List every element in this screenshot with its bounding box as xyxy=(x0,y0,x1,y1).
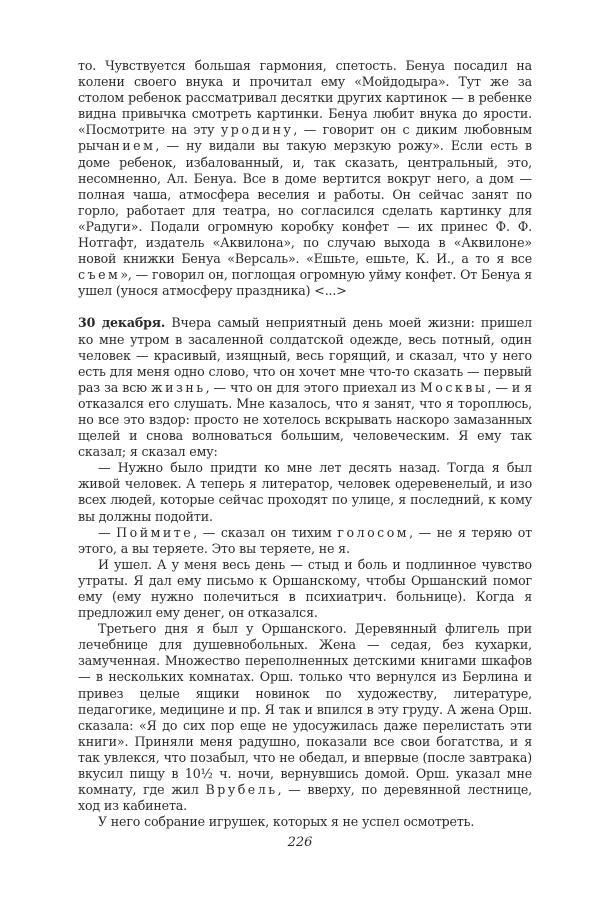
paragraph-text: У него собрание игрушек, которых я не успел осмотреть. xyxy=(98,814,475,830)
paragraph-text: , — вверху, по деревянной лестнице, ход из кабинета. xyxy=(78,782,533,814)
entry-date: 30 декабря. xyxy=(78,315,166,331)
emphasized-word: нием xyxy=(111,138,156,154)
paragraph-text: И ушел. А у меня весь день — стыд и боль и подлинное чувство утраты. Я дал ему письмо к Оршанскому, чтобы Оршанский помог ему (ему нужно полечиться в психиатрич. больнице). Когда я предложил ему денег, он отказался. xyxy=(78,556,532,621)
paragraph-benois-visit xyxy=(78,58,532,299)
emphasized-word: Поймите xyxy=(116,524,194,540)
dialogue-paragraph xyxy=(78,525,532,557)
paragraph-orshansky-visit xyxy=(78,621,532,814)
paragraph-aftermath xyxy=(78,557,532,621)
paragraph-text: , — что он для этого приехал из xyxy=(205,379,416,395)
diary-entry-dec-30 xyxy=(78,315,532,460)
book-page-body xyxy=(78,58,532,830)
paragraph-text: , — говорит он с диким любовным рыча xyxy=(78,122,532,154)
paragraph-text: то. Чувствуется большая гармония, спетость. Бенуа посадил на колени своего внука и прочитал ему «Мойдодыра». Тут же за столом ребенок рассматривал десятки других картинок — в ребенке видна привычка смотреть картинки. Бенуа любит внука до ярости. «Посмотрите на эту xyxy=(78,58,532,138)
emphasized-word: голосом xyxy=(337,524,410,540)
paragraph-text: , — сказал он тихим xyxy=(193,524,332,540)
paragraph-text: , — ну видали вы такую мерзкую рожу». Если есть в доме ребенок, избалованный, и, так сказать, центральный, это, несомненно, Ал. Бенуа. Все в доме вертится вокруг него, а дом — полная чаша, атмосфера веселия и работы. Он сейчас занят по горло, работает для театра, но согласился сделать картинку для «Радуги». Подали огромную коробку конфет — их принес Ф. Ф. Нотгафт, издатель «Аквилона», по случаю выхода в «Аквилоне» новой книжки Бенуа «Версаль». «Ешьте, ешьте, К. И., а то я все xyxy=(78,138,532,267)
paragraph-text: , — и я отказался его слушать. Мне казалось, что я занят, что я тороплюсь, но все это вздор: просто не хотелось вскрывать наскоро замазанных щелей и снова волноваться большим, человеческим. Я ему так сказал; я сказал ему: xyxy=(78,379,532,460)
dialogue-paragraph xyxy=(78,460,532,524)
page-number: 226 xyxy=(287,835,313,850)
paragraph-toys xyxy=(78,814,532,830)
paragraph-text: Третьего дня я был у Оршанского. Деревянный флигель при лечебнице для душевнобольных. Жена — седая, без кухарки, замученная. Множество переполненных детскими книгами шкафов — в нескольких комнатах. Орш. только что вернулся из Берлина и привез целые ящики новинок по художеству, литературе, педагогике, медицине и пр. Я так и впился в эту груду. А жена Орш. сказала: «Я до сих пор еще не удосужилась даже перелистать эти книги». Приняли меня радушно, показали все свои богатства, и я так увлекся, что позабыл, что не обедал, и впервые (после завтрака) вкусил пищу в 10½ ч. ночи, вернувшись домой. Орш. указал мне комнату, где жил xyxy=(78,621,532,798)
paragraph-text: , — не я теряю от этого, а вы теряете. Это вы теряете, не я. xyxy=(78,524,533,556)
paragraph-text: — Нужно было придти ко мне лет десять назад. Тогда я был живой человек. А теперь я литератор, человек одеревенелый, и изо всех людей, которые сейчас проходят по улице, я последний, к кому вы должны подойти. xyxy=(78,460,532,524)
emphasized-word: уродину xyxy=(220,122,294,138)
emphasized-word: Москвы xyxy=(419,379,488,395)
paragraph-text: — xyxy=(98,524,117,540)
emphasized-word: Врубель xyxy=(205,782,278,798)
paragraph-text: Вчера самый неприятный день моей жизни: пришел ко мне утром в засаленной солдатской одежде, весь потный, один человек — красивый, изящный, весь горящий, и сказал, что у него есть для меня одно слово, что он хочет мне что-то сказать — первый раз за всю xyxy=(78,315,532,395)
emphasized-word: съем xyxy=(78,267,121,283)
paragraph-text: », — говорил он, поглощая огромную уйму конфет. От Бенуа я ушел (унося атмосферу праздника) <...> xyxy=(78,267,532,299)
emphasized-word: жизнь xyxy=(151,379,206,395)
